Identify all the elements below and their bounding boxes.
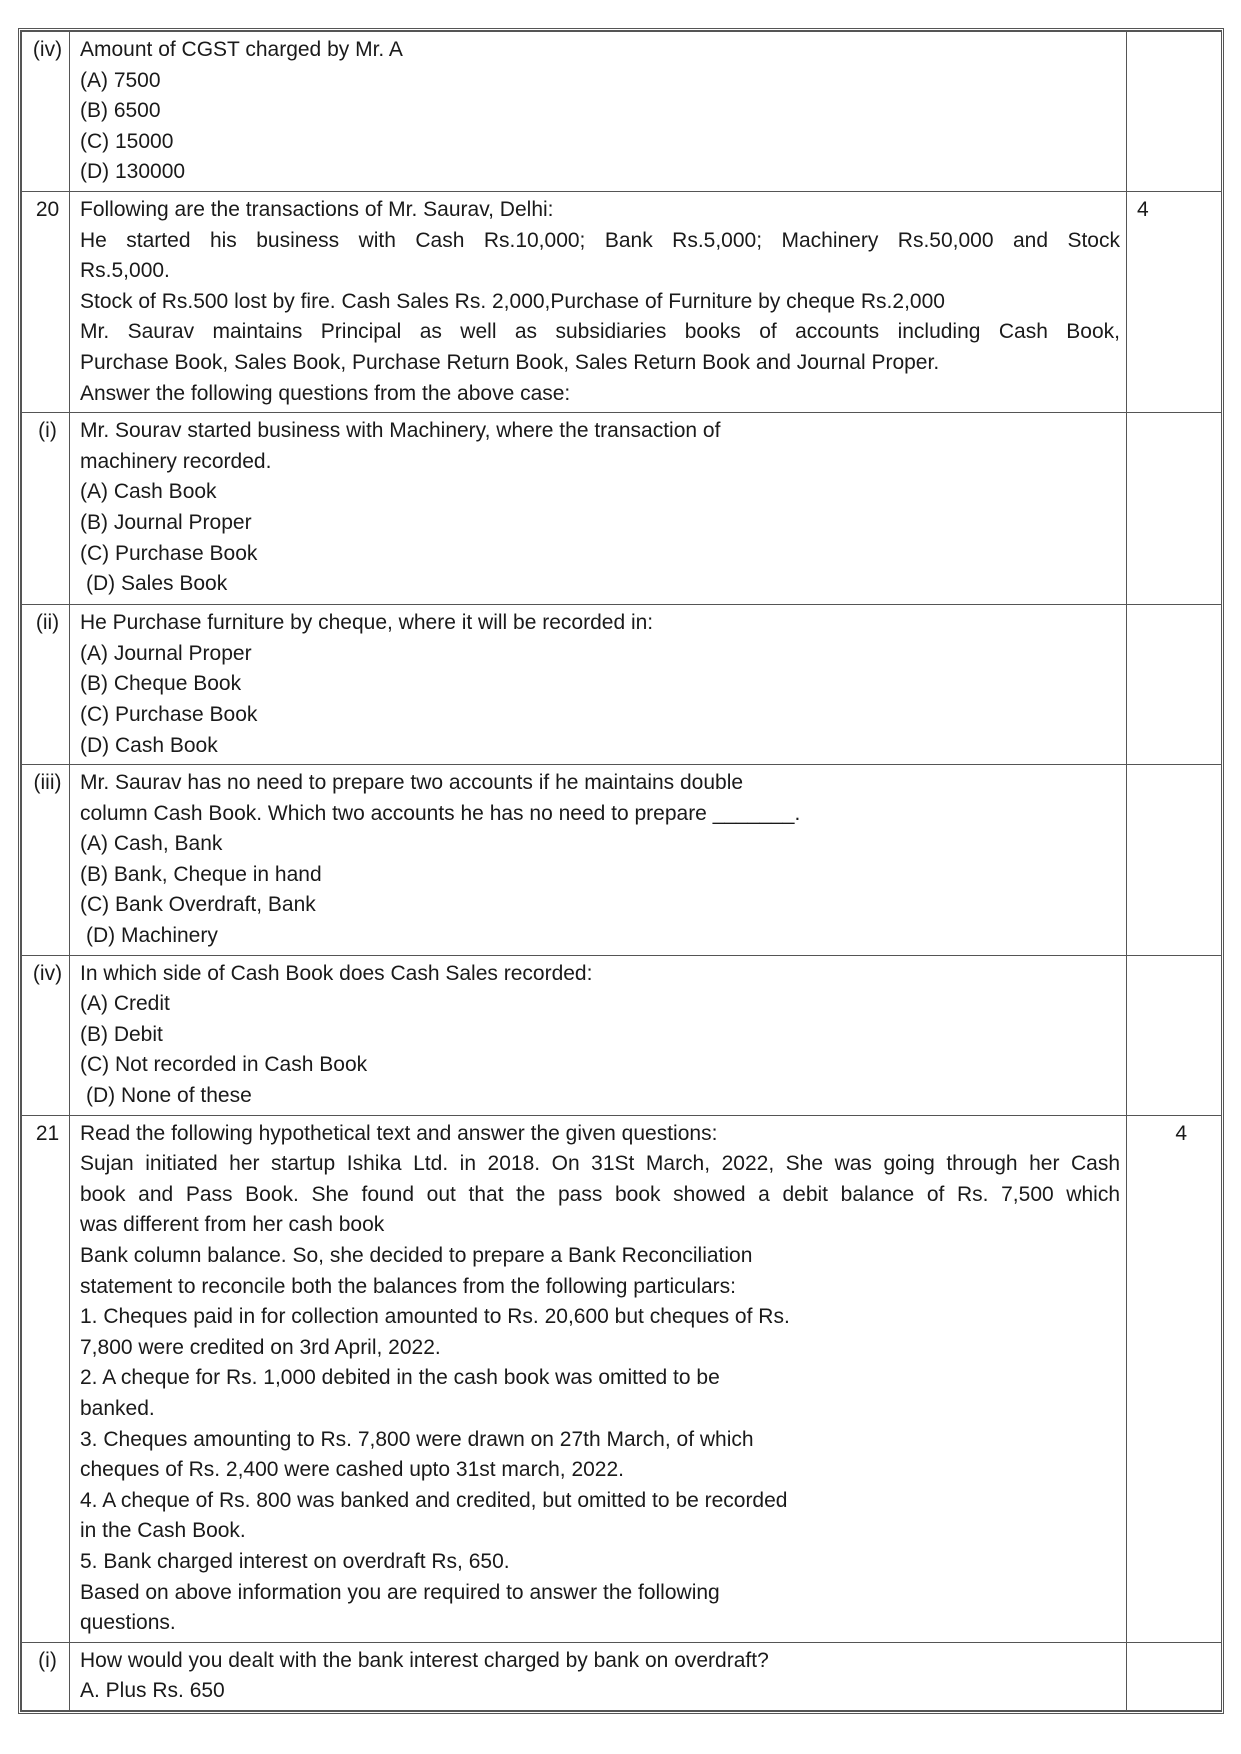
question-line: How would you dealt with the bank interest charged by bank on overdraft? <box>80 1648 769 1672</box>
question-number: (ii) <box>22 605 70 765</box>
marks-cell <box>1127 413 1222 605</box>
question-line: Stock of Rs.500 lost by fire. Cash Sales Rs. 2,000,Purchase of Furniture by cheque Rs.2,000 <box>80 289 945 313</box>
option-c: (C) Not recorded in Cash Book <box>80 1053 368 1077</box>
option-c: (C) Bank Overdraft, Bank <box>80 893 316 917</box>
particular-3-cont: cheques of Rs. 2,400 were cashed upto 31st march, 2022. <box>80 1458 625 1482</box>
question-text <box>70 191 1127 412</box>
question-number: (i) <box>22 413 70 605</box>
option-c: (C) Purchase Book <box>80 702 258 726</box>
question-line: column Cash Book. Which two accounts he has no need to prepare _______. <box>80 801 801 825</box>
question-table <box>21 31 1222 1711</box>
question-row <box>22 413 1222 605</box>
marks-cell: 4 <box>1127 1115 1222 1642</box>
option-b: (B) Cheque Book <box>80 672 242 696</box>
question-line: Mr. Saurav has no need to prepare two accounts if he maintains double <box>80 771 744 795</box>
option-d: (D) 130000 <box>80 160 186 184</box>
option-d: (D) Machinery <box>86 924 218 948</box>
option-a: (A) Cash Book <box>80 480 217 504</box>
question-row <box>22 1115 1222 1642</box>
question-number: (iv) <box>22 955 70 1115</box>
question-line: questions. <box>80 1611 176 1635</box>
option-b: (B) Debit <box>80 1022 163 1046</box>
option-a: (A) Cash, Bank <box>80 832 223 856</box>
marks-cell <box>1127 1642 1222 1710</box>
question-row <box>22 32 1222 192</box>
question-line: Bank column balance. So, she decided to prepare a Bank Reconciliation <box>80 1244 753 1267</box>
question-text <box>70 1115 1127 1642</box>
question-line: Mr. Sourav started business with Machinery, where the transaction of <box>80 419 721 443</box>
question-number: 20 <box>22 191 70 412</box>
question-line: Sujan initiated her startup Ishika Ltd. in 2018. On 31St March, 2022, She was going through her Cash <box>80 1152 1120 1176</box>
question-line: Following are the transactions of Mr. Saurav, Delhi: <box>80 197 554 221</box>
question-number: (iv) <box>22 32 70 192</box>
option-a: (A) Journal Proper <box>80 641 252 665</box>
marks-cell <box>1127 765 1222 956</box>
question-row <box>22 955 1222 1115</box>
option-a: (A) 7500 <box>80 68 161 92</box>
question-number: 21 <box>22 1115 70 1642</box>
marks-cell: 4 <box>1127 191 1222 412</box>
marks-cell <box>1127 32 1222 192</box>
question-line: He started his business with Cash Rs.10,000; Bank Rs.5,000; Machinery Rs.50,000 and Stock <box>80 228 1120 252</box>
option-c: (C) Purchase Book <box>80 541 258 565</box>
particular-2: 2. A cheque for Rs. 1,000 debited in the cash book was omitted to be <box>80 1366 720 1390</box>
option-b: (B) 6500 <box>80 99 161 123</box>
question-text <box>70 765 1127 956</box>
option-d: (D) Sales Book <box>86 572 228 596</box>
marks-cell <box>1127 955 1222 1115</box>
option-c: (C) 15000 <box>80 129 174 153</box>
question-text <box>70 1642 1127 1710</box>
particular-1-cont: 7,800 were credited on 3rd April, 2022. <box>80 1335 441 1359</box>
particular-1: 1. Cheques paid in for collection amounted to Rs. 20,600 but cheques of Rs. <box>80 1305 790 1329</box>
question-line: Read the following hypothetical text and answer the given questions: <box>80 1121 718 1145</box>
particular-4: 4. A cheque of Rs. 800 was banked and credited, but omitted to be recorded <box>80 1488 788 1512</box>
question-row <box>22 605 1222 765</box>
question-line: Rs.5,000. <box>80 259 170 283</box>
option-a: A. Plus Rs. 650 <box>80 1679 225 1703</box>
question-row <box>22 765 1222 956</box>
question-line: Mr. Saurav maintains Principal as well as subsidiaries books of accounts including Cash Book, <box>80 320 1120 344</box>
question-row <box>22 191 1222 412</box>
option-b: (B) Bank, Cheque in hand <box>80 862 322 886</box>
marks-cell <box>1127 605 1222 765</box>
question-number: (iii) <box>22 765 70 956</box>
option-d: (D) None of these <box>86 1084 252 1108</box>
question-text <box>70 955 1127 1115</box>
question-text <box>70 32 1127 192</box>
particular-3: 3. Cheques amounting to Rs. 7,800 were drawn on 27th March, of which <box>80 1427 754 1451</box>
particular-5: 5. Bank charged interest on overdraft Rs, 650. <box>80 1549 510 1573</box>
option-b: (B) Journal Proper <box>80 510 252 534</box>
question-row <box>22 1642 1222 1710</box>
question-line: Based on above information you are required to answer the following <box>80 1580 720 1604</box>
question-line: Amount of CGST charged by Mr. A <box>80 38 403 61</box>
question-text <box>70 605 1127 765</box>
particular-4-cont: in the Cash Book. <box>80 1519 246 1543</box>
question-line: Purchase Book, Sales Book, Purchase Return Book, Sales Return Book and Journal Proper. <box>80 350 940 374</box>
question-line: Answer the following questions from the above case: <box>80 381 571 405</box>
question-line: In which side of Cash Book does Cash Sales recorded: <box>80 961 593 985</box>
question-line: He Purchase furniture by cheque, where it will be recorded in: <box>80 611 654 635</box>
question-number: (i) <box>22 1642 70 1710</box>
question-text <box>70 413 1127 605</box>
question-line: machinery recorded. <box>80 449 272 473</box>
option-d: (D) Cash Book <box>80 733 218 757</box>
option-a: (A) Credit <box>80 992 170 1016</box>
question-line: statement to reconcile both the balances from the following particulars: <box>80 1274 737 1298</box>
question-line: book and Pass Book. She found out that the pass book showed a debit balance of Rs. 7,500 which <box>80 1182 1120 1206</box>
particular-2-cont: banked. <box>80 1396 155 1420</box>
question-line: was different from her cash book <box>80 1213 385 1237</box>
